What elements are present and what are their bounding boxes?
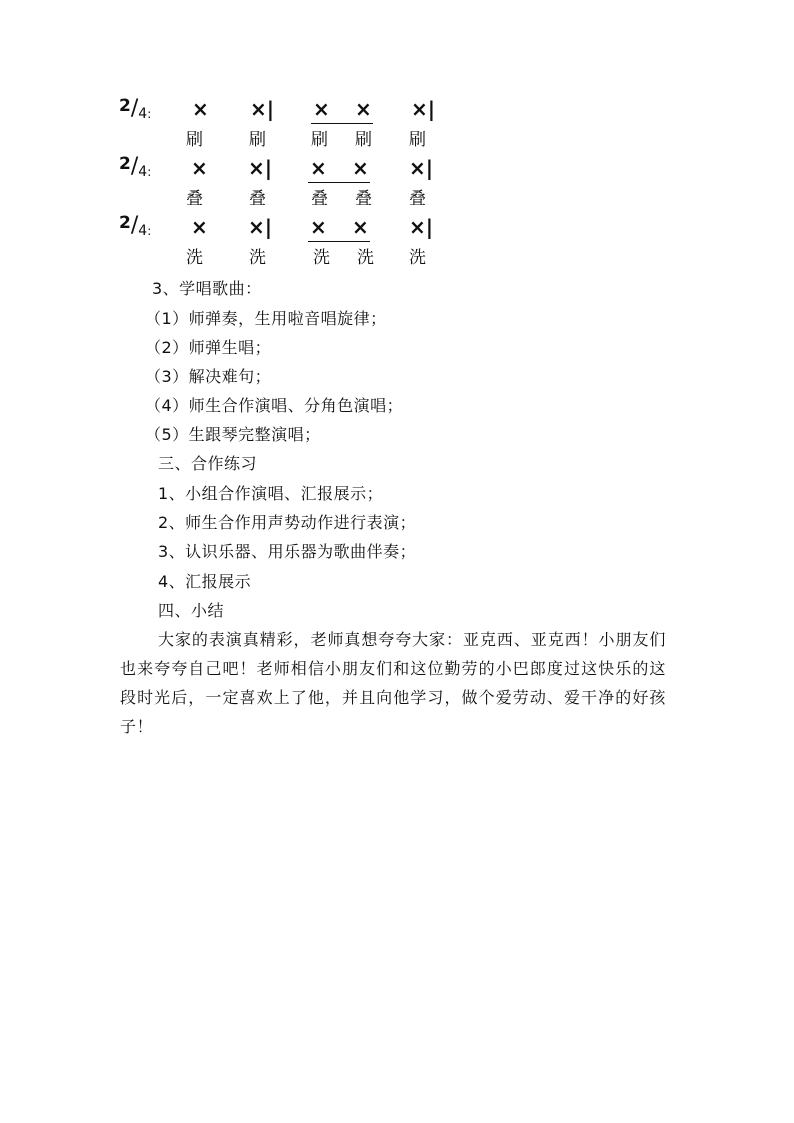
eighth-note-beam bbox=[308, 182, 370, 183]
list-item: （4）师生合作演唱、分角色演唱； bbox=[145, 396, 404, 415]
list-item: （5）生跟琴完整演唱； bbox=[145, 425, 321, 444]
rhythm-note: × bbox=[310, 215, 327, 239]
rhythm-note: × bbox=[191, 215, 208, 239]
section-heading: 四、小结 bbox=[158, 601, 225, 620]
list-item: （1）师弹奏，生用啦音唱旋律； bbox=[145, 309, 387, 328]
rhythm-note: × bbox=[313, 97, 330, 121]
rhythm-note: × bbox=[352, 156, 369, 180]
time-signature: $^2$/4: bbox=[119, 96, 152, 122]
list-item: 3、认识乐器、用乐器为歌曲伴奏； bbox=[158, 542, 417, 561]
rhythm-note: × bbox=[310, 156, 327, 180]
list-item: （3）解决难句； bbox=[145, 367, 272, 386]
lyric: 叠 bbox=[186, 189, 203, 209]
eighth-note-beam bbox=[308, 241, 370, 242]
lyric: 洗 bbox=[409, 248, 426, 268]
rhythm-note-barline: ×| bbox=[248, 215, 273, 239]
lyric: 洗 bbox=[249, 248, 266, 268]
lyric: 叠 bbox=[249, 189, 266, 209]
rhythm-note: × bbox=[355, 97, 372, 121]
summary-paragraph: 大家的表演真精彩，老师真想夸夸大家：亚克西、亚克西！小朋友们也来夸夸自己吧！老师相信小朋友们和这位勤劳的小巴郎度过这快乐的这段时光后，一定喜欢上了他，并且向他学习，做个爱劳动、爱干净的好孩子！ bbox=[120, 630, 666, 736]
lyric: 叠 bbox=[409, 189, 426, 209]
lyric: 洗 bbox=[313, 248, 330, 268]
lyric: 刷 bbox=[355, 130, 372, 150]
eighth-note-beam bbox=[311, 123, 373, 124]
list-item: 2、师生合作用声势动作进行表演； bbox=[158, 513, 417, 532]
rhythm-note-barline: ×| bbox=[248, 156, 273, 180]
lyric: 洗 bbox=[186, 248, 203, 268]
rhythm-note-barline: ×| bbox=[409, 156, 434, 180]
time-signature: $^2$/4: bbox=[119, 154, 152, 180]
lyric: 叠 bbox=[311, 189, 328, 209]
rhythm-note-barline: ×| bbox=[409, 215, 434, 239]
list-item: （2）师弹生唱； bbox=[145, 338, 272, 357]
list-item: 4、汇报展示 bbox=[158, 572, 252, 591]
rhythm-note: × bbox=[191, 156, 208, 180]
rhythm-note-barline: ×| bbox=[250, 97, 275, 121]
lyric: 刷 bbox=[311, 130, 328, 150]
time-signature: $^2$/4: bbox=[119, 213, 152, 239]
lyric: 刷 bbox=[409, 130, 426, 150]
lyric: 刷 bbox=[249, 130, 266, 150]
section-heading: 3、学唱歌曲： bbox=[152, 279, 262, 298]
lyric: 刷 bbox=[186, 130, 203, 150]
rhythm-note-barline: ×| bbox=[411, 97, 436, 121]
list-item: 1、小组合作演唱、汇报展示； bbox=[158, 484, 384, 503]
lyric: 叠 bbox=[355, 189, 372, 209]
rhythm-note: × bbox=[352, 215, 369, 239]
rhythm-note: × bbox=[192, 97, 209, 121]
lyric: 洗 bbox=[357, 248, 374, 268]
section-heading: 三、合作练习 bbox=[158, 454, 258, 473]
